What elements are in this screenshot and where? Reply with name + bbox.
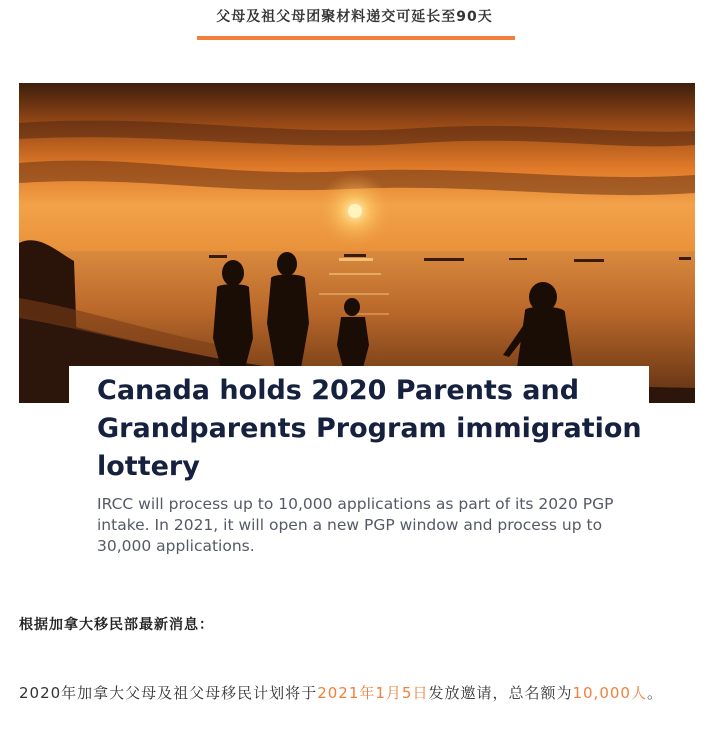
lead-text: 根据加拿大移民部最新消息：: [19, 617, 214, 633]
title-underline: [197, 36, 515, 40]
quota-amount: 10,000人: [572, 684, 647, 702]
section-title: 父母及祖父母团聚材料递交可延长至90天: [216, 9, 493, 25]
body-paragraph: [19, 676, 699, 710]
invitation-date: 2021年1月5日: [317, 684, 429, 702]
paragraph-text: 。: [646, 684, 663, 702]
article-title-card: [69, 366, 649, 566]
article-subtitle: IRCC will process up to 10,000 applications as part of its 2020 PGP intake. In 2021, it will open a new PGP window and process up to 30,000 applications.: [97, 495, 614, 555]
article-headline: Canada holds 2020 Parents and Grandparents Program immigration lottery: [97, 375, 642, 482]
article-hero-image: [19, 83, 695, 403]
paragraph-text: 发放邀请，总名额为: [428, 684, 573, 702]
paragraph-text: 2020年加拿大父母及祖父母移民计划将于: [19, 684, 318, 702]
